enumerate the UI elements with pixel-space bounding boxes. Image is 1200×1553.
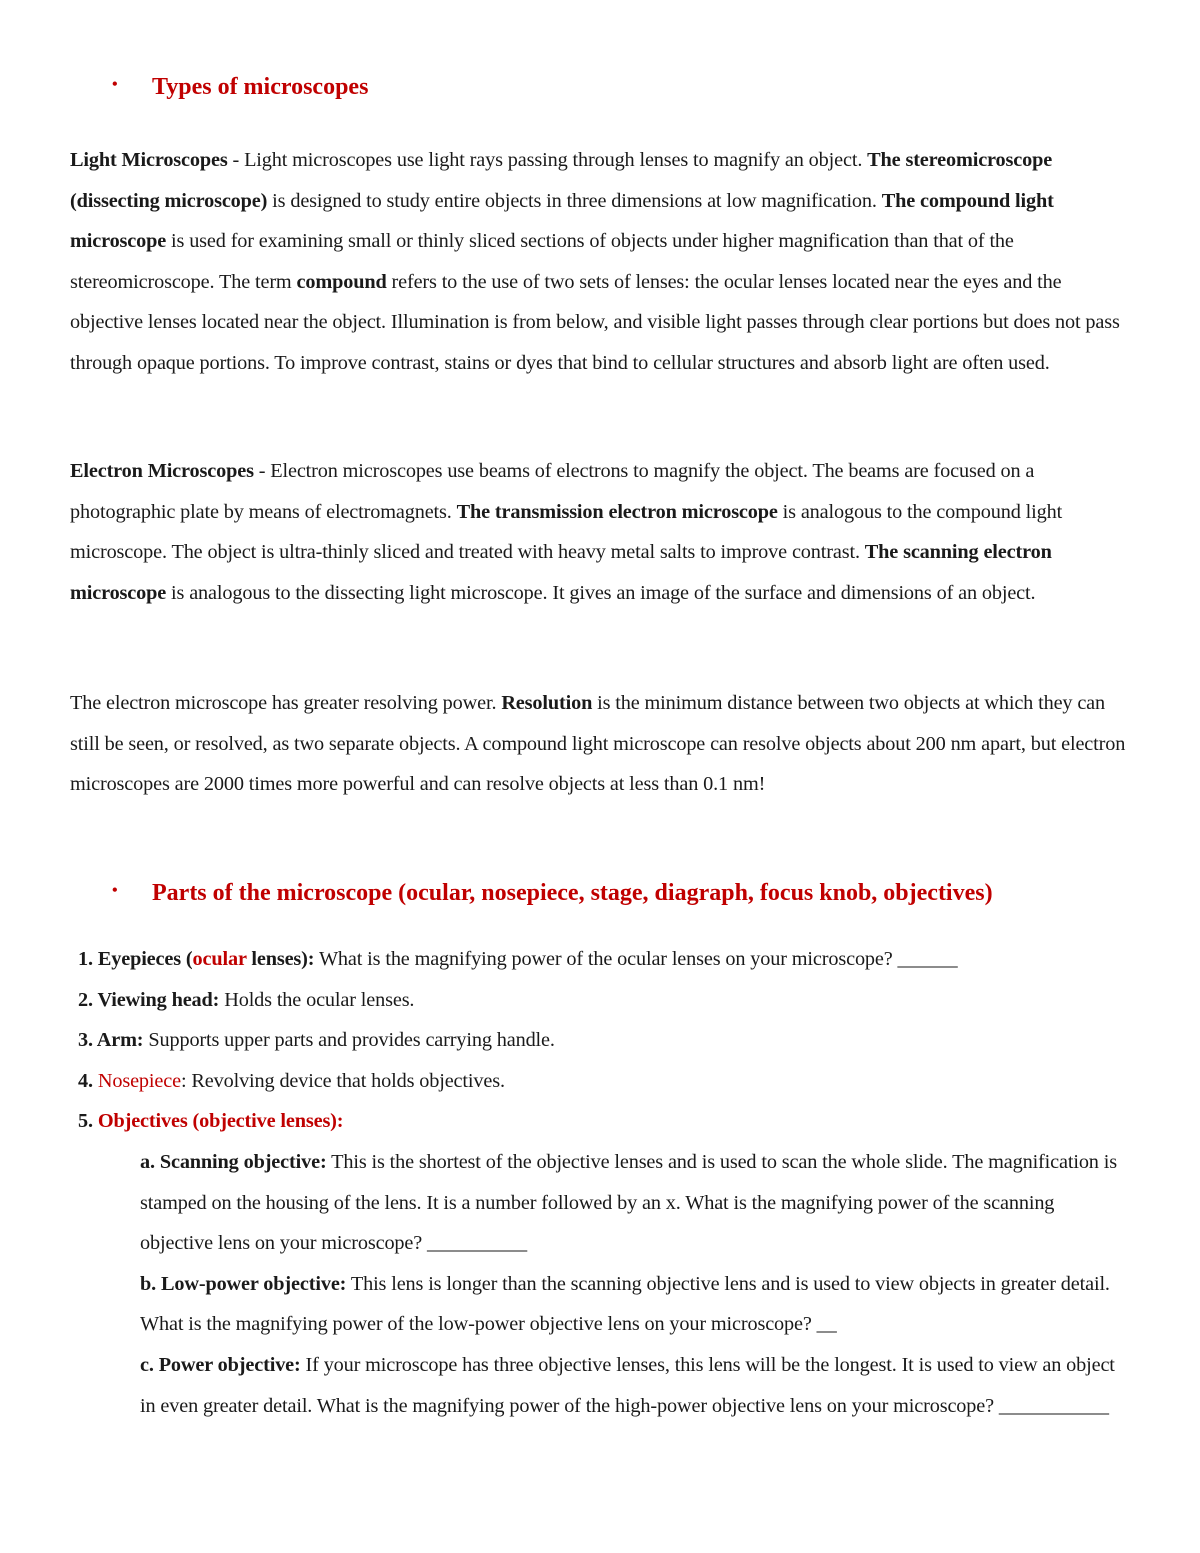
term-light-microscopes: Light Microscopes xyxy=(70,149,228,171)
sub-item-scanning-objective xyxy=(70,1142,1132,1264)
item-text: Supports upper parts and provides carrying handle. xyxy=(143,1029,555,1052)
sub-item-power-objective xyxy=(70,1345,1132,1426)
item-number: 1. xyxy=(78,948,98,970)
sub-item-label: b. Low-power objective: xyxy=(140,1272,347,1295)
text: - Light microscopes use light rays passing through lenses to magnify an object. xyxy=(227,149,868,171)
item-number: 2. xyxy=(78,988,98,1011)
term-compound: compound xyxy=(296,270,387,293)
item-number: 5. xyxy=(78,1110,98,1133)
sub-item-text: This lens is longer than the scanning objective lens and is used to view objects in greater detail. What is the magnifying power of the low-power objective lens on your microscope? __ xyxy=(140,1272,1110,1336)
item-label: lenses): xyxy=(246,948,315,970)
item-label-highlight: Objectives (objective lenses): xyxy=(97,1110,344,1133)
text: is analogous to the dissecting light microscope. It gives an image of the surface and dimensions of an object. xyxy=(166,581,1036,604)
list-item-viewing-head xyxy=(70,980,1132,1021)
sub-item-low-power-objective xyxy=(70,1264,1132,1345)
sub-item-label: c. Power objective: xyxy=(140,1353,301,1376)
term-scanning-electron-microscope: The scanning electron microscope xyxy=(70,541,1052,604)
sub-item-text: If your microscope has three objective lenses, this lens will be the longest. It is used to view an object in even greater detail. What is the magnifying power of the high-power objective lens on your microscope? ___________ xyxy=(140,1353,1115,1417)
term-stereomicroscope: The stereomicroscope (dissecting microscope) xyxy=(70,149,1053,212)
paragraph-light-microscopes xyxy=(70,140,1132,384)
text: is used for examining small or thinly sliced sections of objects under higher magnification than that of the stereomicroscope. The term xyxy=(70,230,1014,293)
item-text: Holds the ocular lenses. xyxy=(219,988,415,1011)
bullet-icon: • xyxy=(112,76,118,93)
item-label-highlight: ocular xyxy=(192,948,247,970)
item-label-highlight: Nosepiece xyxy=(97,1069,181,1092)
parts-list xyxy=(70,939,1132,1426)
item-text: : Revolving device that holds objectives. xyxy=(180,1069,505,1092)
item-text: What is the magnifying power of the ocular lenses on your microscope? ______ xyxy=(314,948,958,970)
text: is the minimum distance between two objects at which they can still be seen, or resolved, as two separate objects. A compound light microscope can resolve objects about 200 nm apart, but electron microscopes are 2000 times more powerful and can resolve objects at less than 0.1 nm! xyxy=(70,692,1126,796)
text: is designed to study entire objects in three dimensions at low magnification. xyxy=(267,189,882,212)
paragraph-electron-microscopes xyxy=(70,451,1132,613)
list-item-nosepiece xyxy=(70,1061,1132,1102)
term-transmission-electron-microscope: The transmission electron microscope xyxy=(456,500,778,523)
bullet-icon: • xyxy=(112,882,118,899)
text: is analogous to the compound light microscope. The object is ultra-thinly sliced and treated with heavy metal salts to improve contrast. xyxy=(70,500,1063,564)
item-label: Arm: xyxy=(96,1029,144,1052)
term-compound-light-microscope: The compound light microscope xyxy=(70,189,1054,253)
list-item-eyepieces xyxy=(70,939,1132,980)
item-label: Eyepieces ( xyxy=(97,948,193,970)
sub-item-text: This is the shortest of the objective lenses and is used to scan the whole slide. The magnification is stamped on the housing of the lens. It is a number followed by an x. What is the magnifying power of the scanning objective lens on your microscope? __________ xyxy=(140,1150,1117,1255)
text: The electron microscope has greater resolving power. xyxy=(70,692,502,714)
sub-item-label: a. Scanning objective: xyxy=(140,1150,327,1173)
paragraph-resolution xyxy=(70,683,1132,805)
list-item-arm xyxy=(70,1020,1132,1061)
item-number: 3. xyxy=(78,1029,97,1052)
heading-text: Parts of the microscope (ocular, nosepiece, stage, diagraph, focus knob, objectives) xyxy=(152,880,993,906)
item-number: 4. xyxy=(78,1069,98,1092)
term-resolution: Resolution xyxy=(501,692,593,714)
item-label: Viewing head: xyxy=(97,988,220,1011)
list-item-objectives xyxy=(70,1101,1132,1142)
text: refers to the use of two sets of lenses: the ocular lenses located near the eyes and the objective lenses located near the object. Illumination is from below, and visible light passes through clear portions but does not pass through opaque portions. To improve contrast, stains or dyes that bind to cellular structures and absorb light are often used. xyxy=(70,270,1120,374)
term-electron-microscopes: Electron Microscopes xyxy=(70,460,254,482)
text: - Electron microscopes use beams of electrons to magnify the object. The beams are focused on a photographic plate by means of electromagnets. xyxy=(70,460,1035,523)
heading-text: Types of microscopes xyxy=(152,74,369,100)
